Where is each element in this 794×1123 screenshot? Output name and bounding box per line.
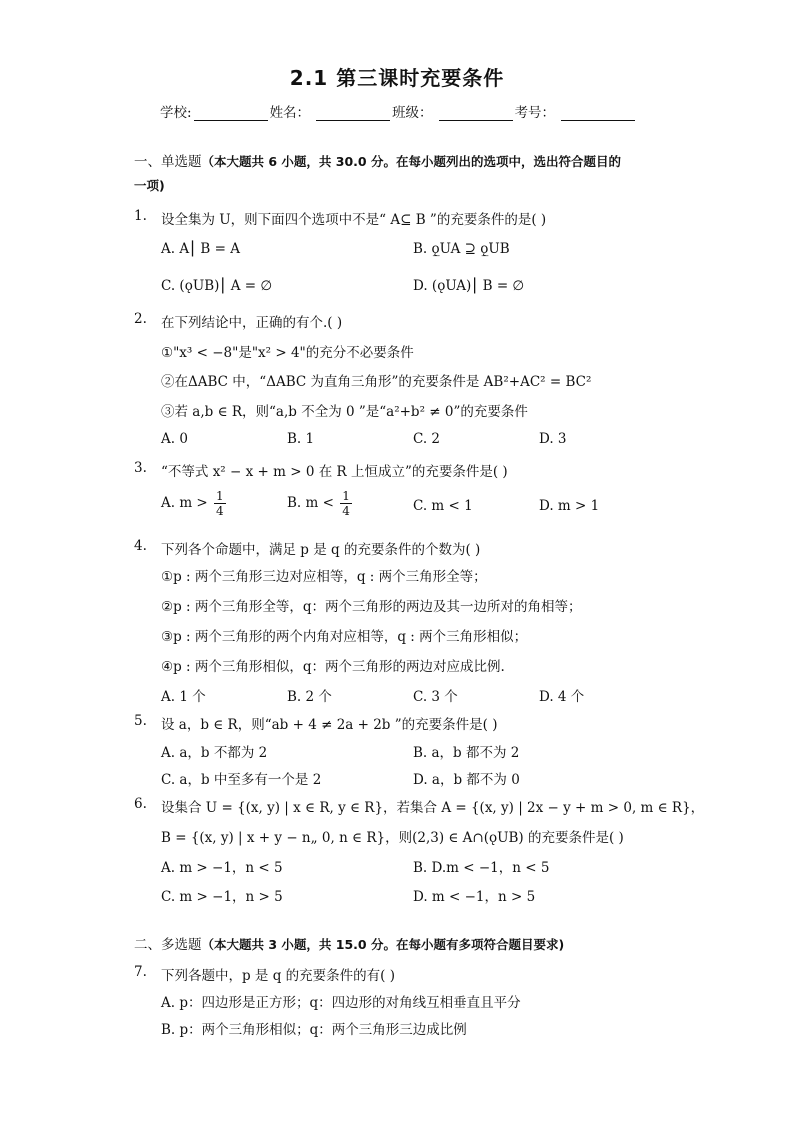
section-heading-multi-choice bbox=[134, 933, 674, 957]
question-number: 7. bbox=[134, 964, 147, 980]
fraction-denominator: 4 bbox=[342, 504, 350, 518]
statement-3: ③p : 两个三角形的两个内角对应相等，q : 两个三角形相似； bbox=[161, 629, 528, 645]
fraction-one-quarter bbox=[214, 489, 226, 518]
option-b[interactable]: B. 2 个 bbox=[287, 689, 332, 705]
question-text-cont: B = {(x, y) | x + y − n„ 0, n ∈ R}，则(2,3) ∈ A∩(ǫUB) 的充要条件是( ) bbox=[161, 830, 624, 846]
option-a[interactable]: A. A⎮ B = A bbox=[161, 241, 240, 257]
option-a[interactable] bbox=[161, 489, 226, 518]
option-b[interactable]: B. a，b 都不为 2 bbox=[413, 745, 520, 761]
option-a[interactable]: A. p：四边形是正方形；q：四边形的对角线互相垂直且平分 bbox=[161, 995, 521, 1011]
option-d[interactable]: D. 4 个 bbox=[539, 689, 585, 705]
school-blank[interactable] bbox=[194, 106, 268, 121]
question-text: 下列各个命题中，满足 p 是 q 的充要条件的个数为( ) bbox=[161, 542, 481, 558]
question-text: 下列各题中，p 是 q 的充要条件的有( ) bbox=[161, 968, 395, 984]
option-d[interactable]: D. (ǫUA)⎮ B = ∅ bbox=[413, 278, 525, 294]
question-text: 设全集为 U，则下面四个选项中不是“ A⊆ B ”的充要条件的是( ) bbox=[161, 212, 547, 228]
option-b[interactable]: B. p：两个三角形相似；q：两个三角形三边成比例 bbox=[161, 1022, 467, 1038]
question-text: 在下列结论中，正确的有个.( ) bbox=[161, 315, 343, 331]
school-label: 学校: bbox=[160, 105, 192, 121]
question-number: 6. bbox=[134, 796, 147, 812]
option-b[interactable]: B. D.m < −1，n < 5 bbox=[413, 860, 550, 876]
name-blank[interactable] bbox=[316, 106, 390, 121]
question-number: 1. bbox=[134, 208, 147, 224]
question-number: 5. bbox=[134, 713, 147, 729]
name-label: 姓名： bbox=[269, 105, 311, 121]
section2-desc: （本大题共 3 小题，共 15.0 分。在每小题有多项符合题目要求) bbox=[201, 937, 565, 952]
option-c[interactable]: C. 2 bbox=[413, 431, 441, 447]
option-c[interactable]: C. m > −1，n > 5 bbox=[161, 889, 283, 905]
question-number: 4. bbox=[134, 538, 147, 554]
option-b[interactable]: B. ǫ̲UA ⊇ ǫ̲UB bbox=[413, 241, 510, 257]
question-number: 2. bbox=[134, 311, 147, 327]
statement-3: ③若 a,b ∈ R，则“a,b 不全为 0 ”是“a²+b² ≠ 0”的充要条件 bbox=[161, 404, 528, 420]
exam-no-label: 考号： bbox=[514, 105, 556, 121]
question-text: 设集合 U = {(x, y) | x ∈ R, y ∈ R}，若集合 A = {(x, y) | 2x − y + m > 0, m ∈ R}， bbox=[161, 800, 705, 816]
question-text: “不等式 x² − x + m > 0 在 R 上恒成立”的充要条件是( ) bbox=[161, 464, 508, 480]
fraction-numerator: 1 bbox=[342, 489, 350, 503]
page-title: 2.1 第三课时充要条件 bbox=[289, 66, 505, 90]
statement-1: ①"x³ < −8"是"x² > 4"的充分不必要条件 bbox=[161, 345, 414, 361]
option-d[interactable]: D. m < −1，n > 5 bbox=[413, 889, 536, 905]
fraction-numerator: 1 bbox=[216, 489, 224, 503]
option-b-label: B. m < bbox=[287, 495, 334, 511]
option-c[interactable]: C. 3 个 bbox=[413, 689, 458, 705]
option-a[interactable]: A. 1 个 bbox=[161, 689, 206, 705]
option-d[interactable]: D. a，b 都不为 0 bbox=[413, 772, 520, 788]
option-c[interactable]: C. (ǫUB)⎮ A = ∅ bbox=[161, 278, 273, 294]
option-a-label: A. m > bbox=[161, 495, 208, 511]
statement-1: ①p : 两个三角形三边对应相等，q : 两个三角形全等； bbox=[161, 569, 487, 585]
fraction-denominator: 4 bbox=[216, 504, 224, 518]
statement-2: ②在ΔABC 中，“ΔABC 为直角三角形”的充要条件是 AB²+AC² = BC² bbox=[161, 374, 592, 390]
option-d[interactable]: D. m > 1 bbox=[539, 498, 600, 514]
option-a[interactable]: A. m > −1，n < 5 bbox=[161, 860, 283, 876]
question-text: 设 a，b ∈ R，则“ab + 4 ≠ 2a + 2b ”的充要条件是( ) bbox=[161, 717, 498, 733]
section1-title: 一、单选题 bbox=[134, 154, 202, 170]
option-a[interactable]: A. a，b 不都为 2 bbox=[161, 745, 268, 761]
section-heading-single-choice bbox=[134, 150, 674, 198]
option-c[interactable]: C. m < 1 bbox=[413, 498, 473, 514]
option-b[interactable]: B. 1 bbox=[287, 431, 315, 447]
student-info-row bbox=[160, 101, 637, 121]
class-label: 班级： bbox=[392, 105, 433, 121]
option-b[interactable] bbox=[287, 489, 352, 518]
statement-4: ④p : 两个三角形相似，q：两个三角形的两边对应成比例. bbox=[161, 659, 505, 675]
question-number: 3. bbox=[134, 460, 147, 476]
statement-2: ②p : 两个三角形全等，q：两个三角形的两边及其一边所对的角相等； bbox=[161, 599, 582, 615]
fraction-one-quarter bbox=[340, 489, 352, 518]
exam-no-blank[interactable] bbox=[561, 106, 635, 121]
option-c[interactable]: C. a，b 中至多有一个是 2 bbox=[161, 772, 322, 788]
section1-desc: （本大题共 6 小题，共 30.0 分。在每小题列出的选项中，选出符合题目的 bbox=[201, 154, 621, 169]
option-d[interactable]: D. 3 bbox=[539, 431, 567, 447]
section1-desc-cont: 一项) bbox=[134, 178, 165, 193]
section2-title: 二、多选题 bbox=[134, 937, 202, 953]
option-a[interactable]: A. 0 bbox=[161, 431, 188, 447]
class-blank[interactable] bbox=[439, 106, 513, 121]
